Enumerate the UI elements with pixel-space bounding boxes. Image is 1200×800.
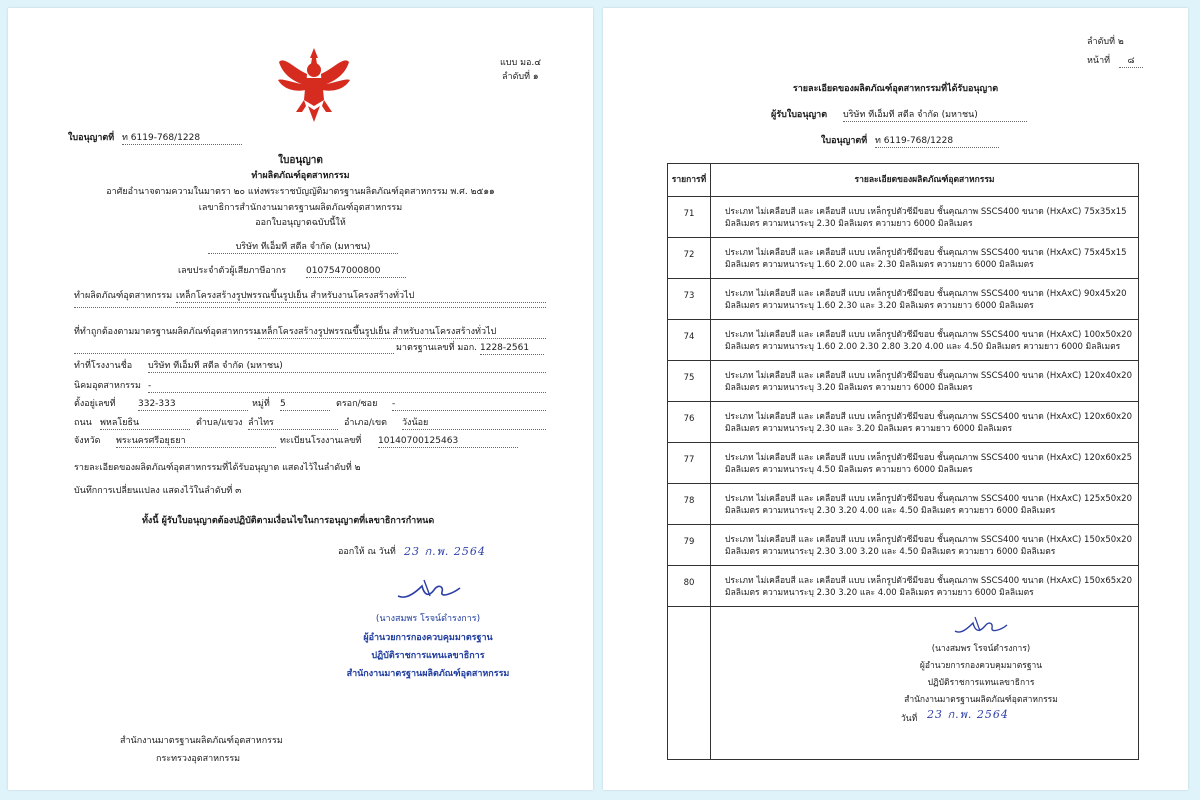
table-row [668,197,1139,238]
signer-title-3: สำนักงานมาตรฐานผลิตภัณฑ์อุตสาหกรรม [346,669,510,679]
district-value: วังน้อย [402,417,546,430]
signer-title-1: ผู้อำนวยการกองควบคุมมาตรฐาน [919,661,1043,671]
page-number-label: หน้าที่ [1087,56,1111,66]
tax-id: 0107547000800 [306,265,406,278]
page-title: ใบอนุญาต [278,155,323,166]
item-description [711,443,1139,484]
signer-name: (นางสมพร โรจน์ดำรงการ) [375,614,481,624]
table-row [668,238,1139,279]
item-number: 79 [668,525,711,566]
road-label: ถนน [74,418,92,428]
standard-no: 1228-2561 [480,342,544,355]
item-description [711,320,1139,361]
item-description [711,197,1139,238]
item-description [711,525,1139,566]
item-description [711,484,1139,525]
table-row [668,566,1139,607]
issued-date-stamp: 23 ก.พ. 2564 [404,545,486,558]
footer-ministry: กระทรวงอุตสาหกรรม [156,754,241,764]
subdistrict-value: ลำไทร [248,417,338,430]
item-number: 71 [668,197,711,238]
table-row [668,279,1139,320]
issue-line: ออกใบอนุญาตฉบับนี้ให้ [255,218,346,228]
license-no-label: ใบอนุญาตที่ [68,133,115,143]
secretary-line: เลขาธิการสำนักงานมาตรฐานผลิตภัณฑ์อุตสาหกรรม [198,203,403,213]
standard-label: ที่ทำถูกต้องตามมาตรฐานผลิตภัณฑ์อุตสาหกรรม [74,327,260,337]
item-description-line-2: มิลลิเมตร ความหนาระบุ 2.30 3.00 3.20 และ 4.50 มิลลิเมตร ความยาว 6000 มิลลิเมตร [725,547,1056,557]
factory-name: บริษัท ทีเอ็มที สตีล จำกัด (มหาชน) [148,360,546,373]
change-note: บันทึกการเปลี่ยนแปลง แสดงไว้ในลำดับที่ ๓ [74,486,242,496]
table-row [668,443,1139,484]
standard-name: เหล็กโครงสร้างรูปพรรณขึ้นรูปเย็น สำหรับงานโครงสร้างทั่วไป [258,326,546,339]
item-description-line-2: มิลลิเมตร ความหนาระบุ 2.30 และ 3.20 มิลลิเมตร ความยาว 6000 มิลลิเมตร [725,424,1013,434]
item-description-line-2: มิลลิเมตร ความหนาระบุ 4.50 มิลลิเมตร ความยาว 6000 มิลลิเมตร [725,465,973,475]
item-description [711,402,1139,443]
licensee-label: ผู้รับใบอนุญาต [771,110,828,120]
blank-line [74,306,546,308]
page-order: ลำดับที่ ๑ [502,72,539,82]
province-value: พระนครศรีอยุธยา [116,435,276,448]
road-value: พหลโยธิน [100,417,190,430]
item-description-line-1: ประเภท ไม่เคลือบสี และ เคลือบสี แบบ เหล็กรูปตัวซีมีขอบ ชั้นคุณภาพ SSCS400 ขนาด (HxAxC) 100x50x20 [725,330,1132,340]
product-name: เหล็กโครงสร้างรูปพรรณขึ้นรูปเย็น สำหรับงานโครงสร้างทั่วไป [176,290,546,303]
factory-reg-label: ทะเบียนโรงงานเลขที่ [280,436,362,446]
item-number: 76 [668,402,711,443]
address-no: 332-333 [138,398,248,411]
signature-icon [951,613,1011,639]
tax-id-label: เลขประจำตัวผู้เสียภาษีอากร [178,266,287,276]
form-code: แบบ มอ.๔ [500,58,542,68]
table-row [668,484,1139,525]
soi-label: ตรอก/ซอย [336,399,378,409]
moo-label: หมู่ที่ [252,399,270,409]
licensee-name: บริษัท ทีเอ็มที สตีล จำกัด (มหาชน) [843,109,1027,122]
table-row [668,402,1139,443]
signer-title-2: ปฏิบัติราชการแทนเลขาธิการ [371,651,485,661]
standard-no-label: มาตรฐานเลขที่ มอก. [396,343,478,353]
condition-text: ทั้งนี้ ผู้รับใบอนุญาตต้องปฏิบัติตามเงื่อนไขในการอนุญาตที่เลขาธิการกำหนด [142,516,435,526]
item-description-line-1: ประเภท ไม่เคลือบสี และ เคลือบสี แบบ เหล็กรูปตัวซีมีขอบ ชั้นคุณภาพ SSCS400 ขนาด (HxAxC) 90x45x20 [725,289,1127,299]
page-subtitle: ทำผลิตภัณฑ์อุตสาหกรรม [251,171,350,181]
item-description-line-2: มิลลิเมตร ความหนาระบุ 2.30 3.20 และ 4.00 มิลลิเมตร ความยาว 6000 มิลลิเมตร [725,588,1034,598]
signer-title-2: ปฏิบัติราชการแทนเลขาธิการ [927,678,1035,688]
district-label: อำเภอ/เขต [344,418,387,428]
item-description-line-1: ประเภท ไม่เคลือบสี และ เคลือบสี แบบ เหล็กรูปตัวซีมีขอบ ชั้นคุณภาพ SSCS400 ขนาด (HxAxC) 120x60x25 [725,453,1132,463]
signer-title-3: สำนักงานมาตรฐานผลิตภัณฑ์อุตสาหกรรม [904,695,1058,705]
authority-line: อาศัยอำนาจตามความในมาตรา ๒๐ แห่งพระราชบัญญัติมาตรฐานผลิตภัณฑ์อุตสาหกรรม พ.ศ. ๒๕๑๑ [106,187,495,197]
item-number: 75 [668,361,711,402]
signer-name: (นางสมพร โรจน์ดำรงการ) [931,644,1031,654]
product-table [667,163,1139,760]
table-row [668,320,1139,361]
footer-office: สำนักงานมาตรฐานผลิตภัณฑ์อุตสาหกรรม [120,736,283,746]
item-description-line-1: ประเภท ไม่เคลือบสี และ เคลือบสี แบบ เหล็กรูปตัวซีมีขอบ ชั้นคุณภาพ SSCS400 ขนาด (HxAxC) 120x40x20 [725,371,1132,381]
item-number: 74 [668,320,711,361]
item-description-line-2: มิลลิเมตร ความหนาระบุ 3.20 มิลลิเมตร ความยาว 6000 มิลลิเมตร [725,383,973,393]
product-detail-page [603,8,1188,790]
date-stamp: 23 ก.พ. 2564 [927,708,1009,721]
item-description-line-2: มิลลิเมตร ความหนาระบุ 1.60 2.00 2.30 2.80 3.20 4.00 และ 4.50 มิลลิเมตร ความยาว 6000 มิลลิเมตร [725,342,1121,352]
signer-title-1: ผู้อำนวยการกองควบคุมมาตรฐาน [363,633,493,643]
table-row [668,525,1139,566]
detail-heading: รายละเอียดของผลิตภัณฑ์อุตสาหกรรมที่ได้รับอนุญาต [792,84,999,94]
item-description-line-1: ประเภท ไม่เคลือบสี และ เคลือบสี แบบ เหล็กรูปตัวซีมีขอบ ชั้นคุณภาพ SSCS400 ขนาด (HxAxC) 125x50x20 [725,494,1132,504]
item-description [711,238,1139,279]
date-label: วันที่ [901,714,918,724]
blank-line [74,352,394,354]
item-description-line-1: ประเภท ไม่เคลือบสี และ เคลือบสี แบบ เหล็กรูปตัวซีมีขอบ ชั้นคุณภาพ SSCS400 ขนาด (HxAxC) 75x35x15 [725,207,1127,217]
detail-note: รายละเอียดของผลิตภัณฑ์อุตสาหกรรมที่ได้รับอนุญาต แสดงไว้ในลำดับที่ ๒ [74,463,361,473]
license-no: ท 6119-768/1228 [875,135,999,148]
page-order: ลำดับที่ ๒ [1087,37,1124,47]
issued-label: ออกให้ ณ วันที่ [338,547,396,557]
item-description-line-2: มิลลิเมตร ความหนาระบุ 1.60 2.30 และ 3.20 มิลลิเมตร ความยาว 6000 มิลลิเมตร [725,301,1034,311]
item-description [711,361,1139,402]
page-number: ๘ [1119,55,1143,68]
table-row [668,361,1139,402]
company-name: บริษัท ทีเอ็มที สตีล จำกัด (มหาชน) [208,241,398,254]
license-page [8,8,593,790]
table-header-row [668,164,1139,197]
estate-label: นิคมอุตสาหกรรม [74,381,141,391]
address-no-label: ตั้งอยู่เลขที่ [74,399,116,409]
subdistrict-label: ตำบล/แขวง [196,418,243,428]
soi-value: - [392,398,546,411]
item-description [711,279,1139,320]
province-label: จังหวัด [74,436,101,446]
factory-label: ทำที่โรงงานชื่อ [74,361,133,371]
item-description-line-1: ประเภท ไม่เคลือบสี และ เคลือบสี แบบ เหล็กรูปตัวซีมีขอบ ชั้นคุณภาพ SSCS400 ขนาด (HxAxC) 120x60x20 [725,412,1132,422]
item-number: 78 [668,484,711,525]
signature-block [711,607,1139,760]
item-description-line-2: มิลลิเมตร ความหนาระบุ 2.30 มิลลิเมตร ความยาว 6000 มิลลิเมตร [725,219,973,229]
item-number: 73 [668,279,711,320]
signature-row [668,607,1139,760]
item-description-line-2: มิลลิเมตร ความหนาระบุ 1.60 2.00 และ 2.30 มิลลิเมตร ความยาว 6000 มิลลิเมตร [725,260,1034,270]
column-header-detail: รายละเอียดของผลิตภัณฑ์อุตสาหกรรม [711,164,1139,197]
item-description-line-2: มิลลิเมตร ความหนาระบุ 2.30 3.20 4.00 และ 4.50 มิลลิเมตร ความยาว 6000 มิลลิเมตร [725,506,1056,516]
column-header-item: รายการที่ [668,164,711,197]
estate-value: - [148,380,546,393]
item-number: 77 [668,443,711,484]
garuda-emblem-icon [276,46,352,124]
item-description-line-1: ประเภท ไม่เคลือบสี และ เคลือบสี แบบ เหล็กรูปตัวซีมีขอบ ชั้นคุณภาพ SSCS400 ขนาด (HxAxC) 150x65x20 [725,576,1132,586]
item-description-line-1: ประเภท ไม่เคลือบสี และ เคลือบสี แบบ เหล็กรูปตัวซีมีขอบ ชั้นคุณภาพ SSCS400 ขนาด (HxAxC) 75x45x15 [725,248,1127,258]
signature-row-blank [668,607,711,760]
signature-icon [394,574,464,604]
item-number: 72 [668,238,711,279]
item-description-line-1: ประเภท ไม่เคลือบสี และ เคลือบสี แบบ เหล็กรูปตัวซีมีขอบ ชั้นคุณภาพ SSCS400 ขนาด (HxAxC) 150x50x20 [725,535,1132,545]
moo-value: 5 [280,398,330,411]
factory-reg-value: 10140700125463 [378,435,518,448]
license-no-label: ใบอนุญาตที่ [821,136,868,146]
product-label: ทำผลิตภัณฑ์อุตสาหกรรม [74,291,173,301]
license-no: ท 6119-768/1228 [122,132,242,145]
item-description [711,566,1139,607]
item-number: 80 [668,566,711,607]
